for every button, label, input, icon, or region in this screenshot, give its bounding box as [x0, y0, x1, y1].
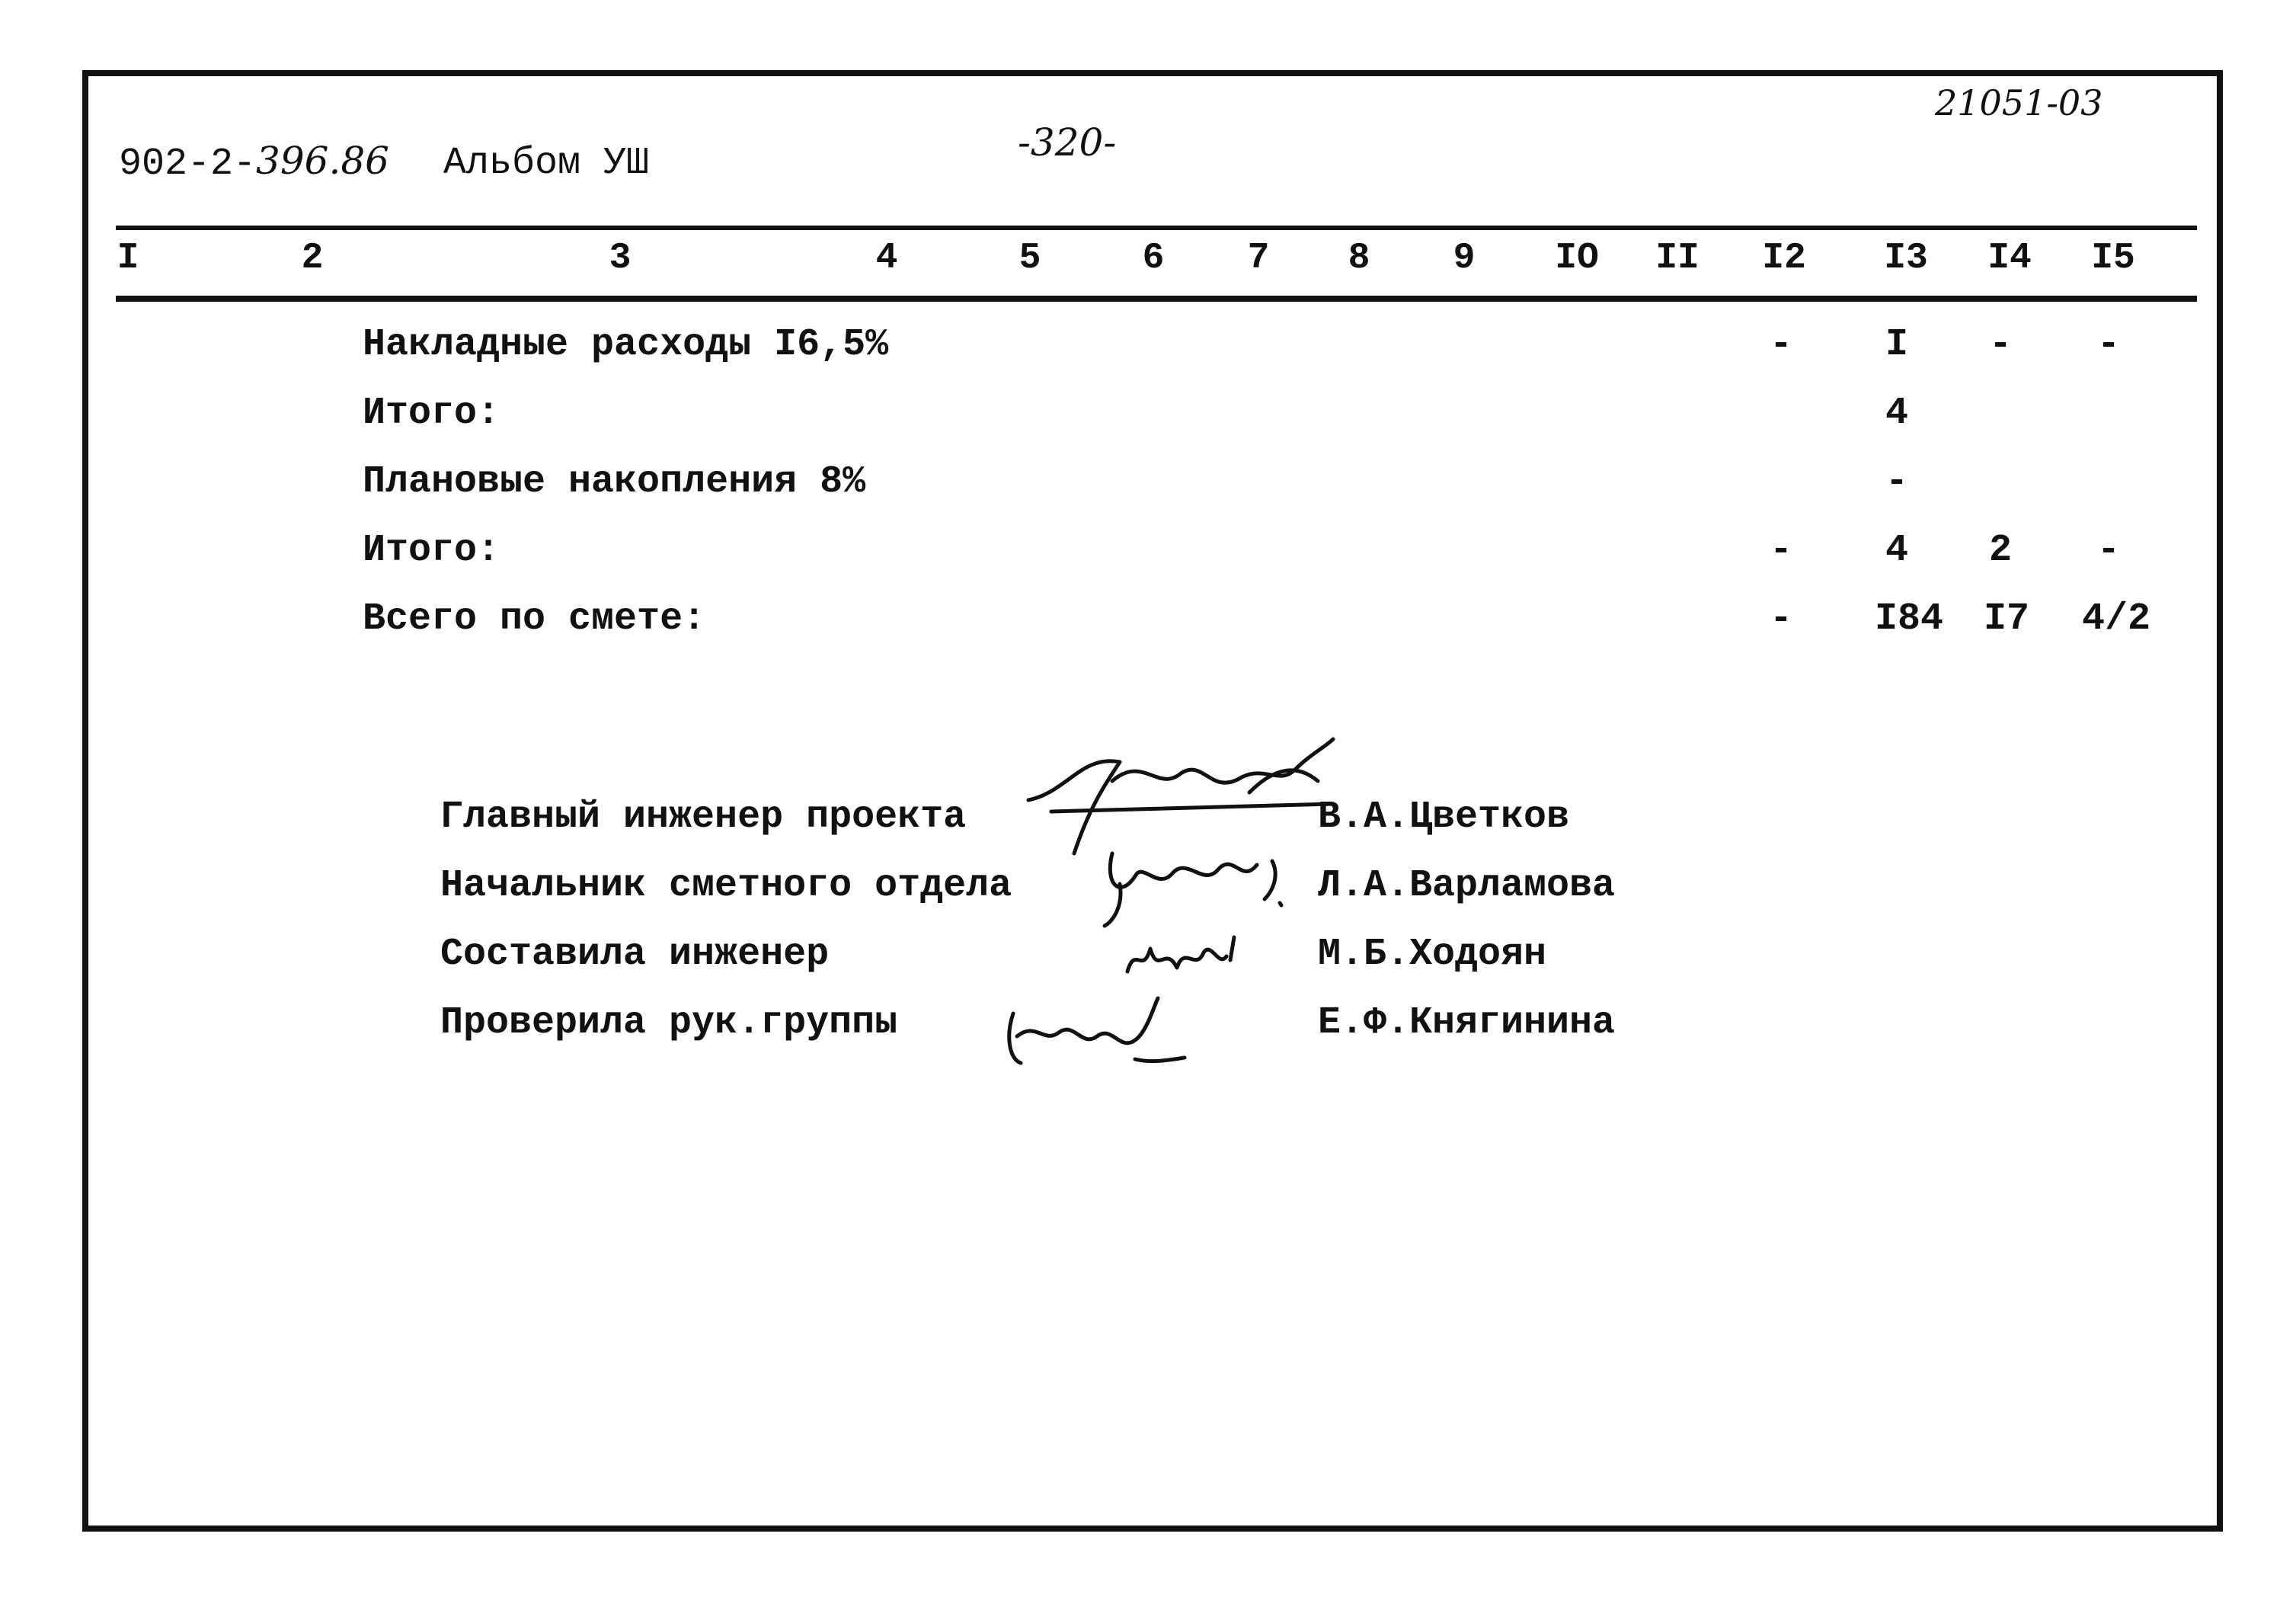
signer-role: Начальник сметного отдела: [440, 864, 1012, 908]
signature-varlamova: [1089, 838, 1303, 930]
cell-col13: 4: [1885, 392, 1909, 435]
row-label: Итого:: [363, 392, 500, 435]
column-number: 5: [1018, 238, 1041, 279]
archive-number: 21051-03: [1935, 82, 2103, 123]
doc-code-printed: 902-2-: [119, 142, 257, 186]
cell-col13: 4: [1885, 529, 1909, 572]
column-number: 2: [301, 238, 324, 279]
cell-col14: -: [1988, 323, 2013, 367]
row-label: Плановые накопления 8%: [363, 460, 866, 504]
signer-name: В.А.Цветков: [1318, 796, 1570, 839]
doc-code-handwritten: 396.86: [256, 139, 389, 183]
cell-col13: I: [1885, 323, 1909, 367]
column-number: 6: [1142, 238, 1165, 279]
column-number: I: [117, 238, 139, 279]
column-number: II: [1655, 238, 1700, 279]
cell-col12: -: [1769, 597, 1793, 641]
cell-col14: 2: [1988, 529, 2013, 572]
cell-col13: -: [1885, 460, 1909, 504]
signer-name: Е.Ф.Княгинина: [1318, 1001, 1616, 1045]
column-number: 7: [1247, 238, 1270, 279]
cell-col15: 4/2: [2081, 597, 2151, 641]
row-label: Итого:: [363, 529, 500, 572]
header-bottom-rule: [116, 296, 2197, 302]
signer-role: Проверила рук.группы: [440, 1001, 898, 1045]
column-number: I2: [1762, 238, 1806, 279]
doc-code: [119, 139, 389, 186]
column-number: 3: [609, 238, 632, 279]
column-number: I5: [2091, 238, 2135, 279]
signature-hodoyan: [1120, 930, 1249, 991]
cell-col15: -: [2096, 529, 2121, 572]
page-number: -320-: [1018, 120, 1117, 165]
signer-role: Главный инженер проекта: [440, 796, 967, 839]
signer-name: Л.А.Варламова: [1318, 864, 1616, 908]
row-label: Накладные расходы I6,5%: [363, 323, 889, 367]
signer-name: М.Б.Ходоян: [1318, 933, 1547, 976]
column-number: 4: [875, 238, 898, 279]
album-label: Альбом УШ: [443, 142, 650, 185]
column-number: I4: [1987, 238, 2032, 279]
column-number: IO: [1555, 238, 1599, 279]
cell-col12: -: [1769, 529, 1793, 572]
cell-col14: I7: [1983, 597, 2030, 641]
column-number: 9: [1453, 238, 1476, 279]
signer-role: Составила инженер: [440, 933, 830, 976]
row-label: Всего по смете:: [363, 597, 706, 641]
column-number: I3: [1884, 238, 1928, 279]
cell-col13: I84: [1874, 597, 1944, 641]
column-number: 8: [1348, 238, 1370, 279]
signature-knyaginina: [998, 991, 1188, 1074]
cell-col12: -: [1769, 323, 1793, 367]
cell-col15: -: [2096, 323, 2121, 367]
header-top-rule: [116, 226, 2197, 230]
